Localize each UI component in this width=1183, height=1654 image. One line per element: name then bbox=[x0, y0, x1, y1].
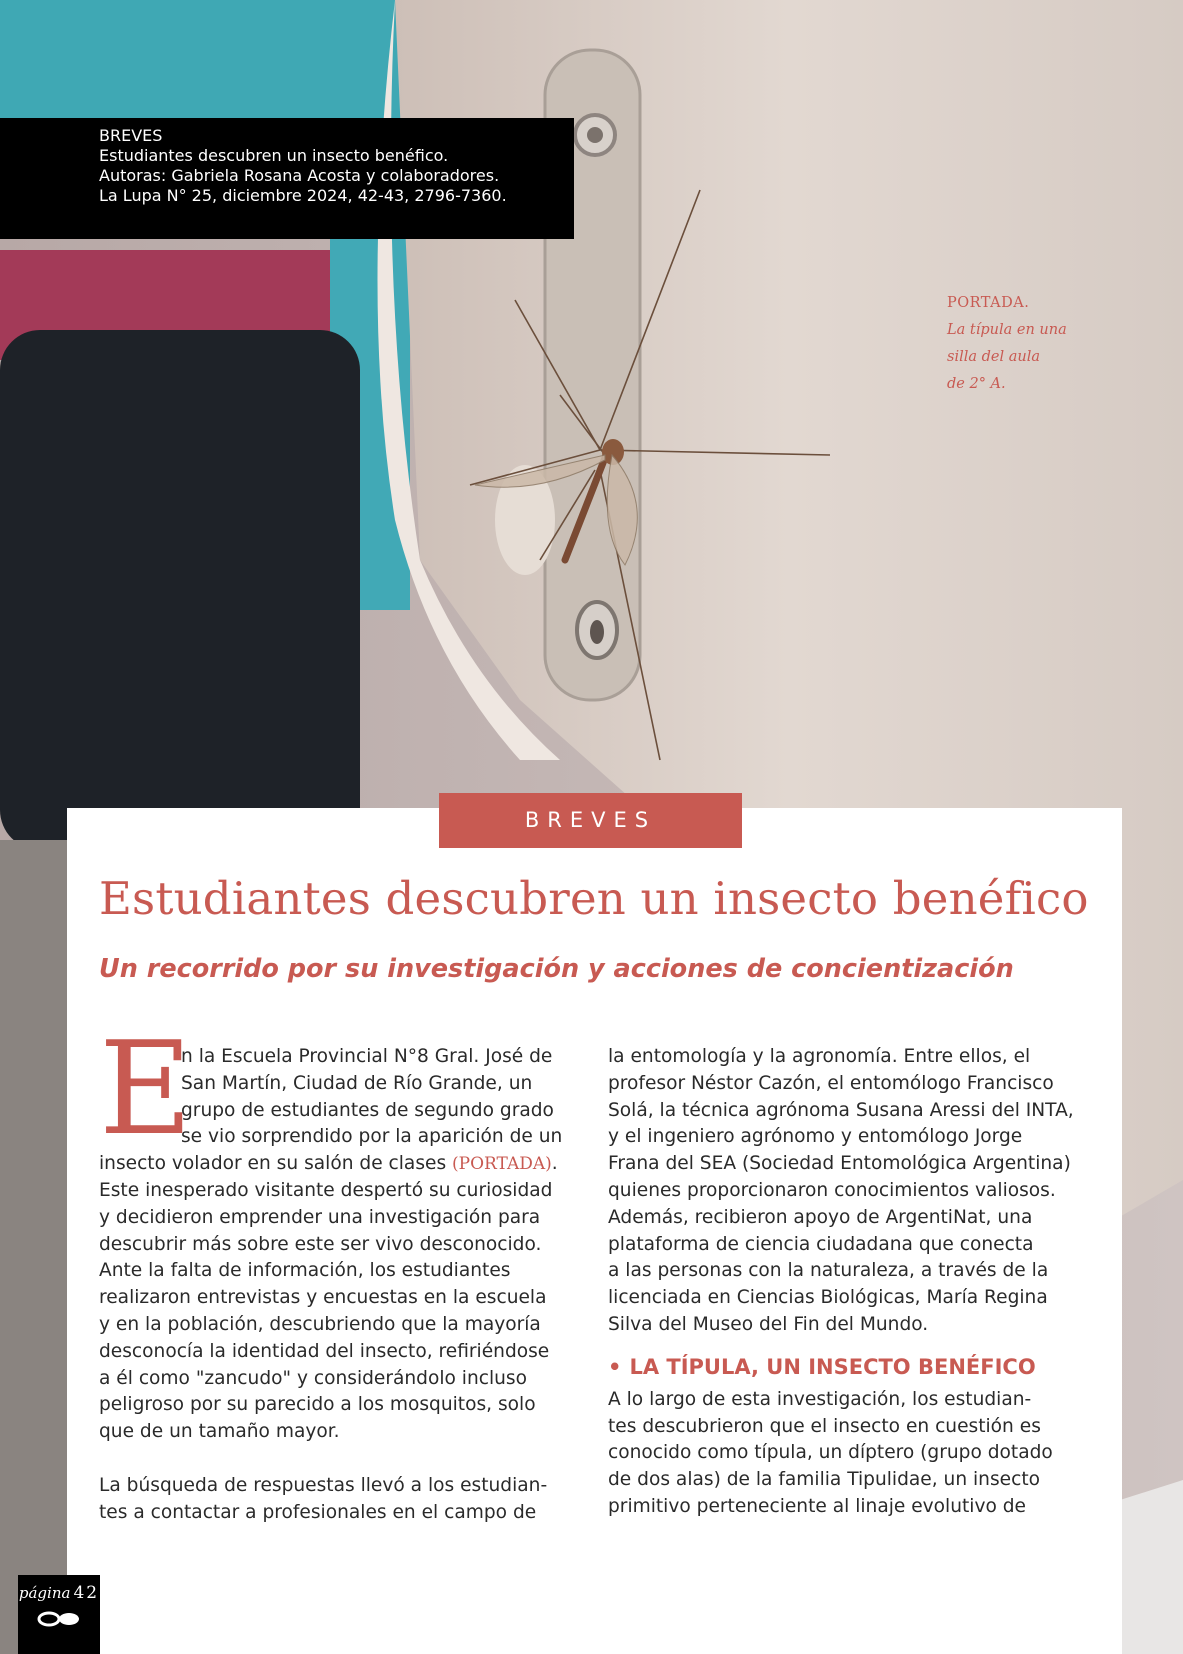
body-line: quienes proporcionaron conocimientos valiosos. bbox=[608, 1179, 1056, 1201]
body-line: y decidieron emprender una investigación para bbox=[99, 1206, 541, 1228]
page-number: 42 bbox=[73, 1583, 100, 1603]
section-bullet: • bbox=[608, 1354, 622, 1379]
body-line: que de un tamaño mayor. bbox=[99, 1421, 340, 1443]
citation-section: BREVES bbox=[99, 126, 163, 145]
article-column-left bbox=[99, 1044, 579, 1526]
citation-title: Estudiantes descubren un insecto benéfico. bbox=[99, 146, 449, 165]
body-line: Frana del SEA (Sociedad Entomológica Argentina) bbox=[608, 1153, 1071, 1175]
paragraph-gap bbox=[99, 1446, 579, 1473]
section-heading-text: LA TÍPULA, UN INSECTO BENÉFICO bbox=[629, 1354, 1036, 1379]
page-indicator bbox=[18, 1583, 100, 1603]
body-line: tes descubrieron que el insecto en cuestión es bbox=[608, 1415, 1041, 1437]
body-line: desconocía la identidad del insecto, refiriéndose bbox=[99, 1340, 550, 1362]
page-label: página bbox=[18, 1584, 71, 1602]
body-line: licenciada en Ciencias Biológicas, María Regina bbox=[608, 1287, 1048, 1309]
body-line: Silva del Museo del Fin del Mundo. bbox=[608, 1313, 929, 1335]
body-line: peligroso por su parecido a los mosquitos, solo bbox=[99, 1394, 536, 1416]
body-line: San Martín, Ciudad de Río Grande, un bbox=[181, 1072, 533, 1094]
body-line: a él como "zancudo" y considerándolo incluso bbox=[99, 1367, 527, 1389]
body-line: la entomología y la agronomía. Entre ellos, el bbox=[608, 1046, 1031, 1067]
body-line: Solá, la técnica agrónoma Susana Aressi del INTA, bbox=[608, 1099, 1074, 1121]
body-line: conocido como típula, un díptero (grupo dotado bbox=[608, 1442, 1053, 1464]
drop-cap: E bbox=[99, 1015, 193, 1164]
body-text: . bbox=[551, 1153, 558, 1175]
body-line: y el ingeniero agrónomo y entomólogo Jorge bbox=[608, 1126, 1023, 1148]
section-tag: BREVES bbox=[439, 793, 742, 848]
article-title: Estudiantes descubren un insecto benéfico bbox=[99, 872, 1089, 925]
body-line: tes a contactar a profesionales en el campo de bbox=[99, 1501, 537, 1523]
body-line: Además, recibieron apoyo de ArgentiNat, una bbox=[608, 1206, 1033, 1228]
caption-line: de 2° A. bbox=[947, 376, 1006, 392]
body-line: a las personas con la naturaleza, a través de la bbox=[608, 1260, 1049, 1282]
article-column-right bbox=[608, 1044, 1088, 1521]
body-line: plataforma de ciencia ciudadana que conecta bbox=[608, 1233, 1034, 1255]
caption-heading: PORTADA. bbox=[947, 295, 1030, 311]
body-line: Este inesperado visitante despertó su curiosidad bbox=[99, 1179, 553, 1201]
body-line: profesor Néstor Cazón, el entomólogo Francisco bbox=[608, 1072, 1054, 1094]
portada-reference: (PORTADA) bbox=[452, 1154, 552, 1175]
citation-authors: Autoras: Gabriela Rosana Acosta y colaboradores. bbox=[99, 166, 500, 185]
body-line: de dos alas) de la familia Tipulidae, un insecto bbox=[608, 1469, 1040, 1491]
body-line: descubrir más sobre este ser vivo desconocido. bbox=[99, 1233, 542, 1255]
citation-reference: La Lupa N° 25, diciembre 2024, 42-43, 2796-7360. bbox=[99, 186, 507, 205]
magnifier-logo-icon bbox=[36, 1611, 82, 1627]
caption-line: La típula en una bbox=[947, 322, 1067, 338]
body-text: insecto volador en su salón de clases bbox=[99, 1153, 453, 1175]
section-heading bbox=[608, 1347, 1088, 1387]
page-number-box bbox=[18, 1575, 100, 1654]
body-line: primitivo perteneciente al linaje evolutivo de bbox=[608, 1495, 1026, 1517]
body-line: realizaron entrevistas y encuestas en la escuela bbox=[99, 1287, 547, 1309]
article-subtitle: Un recorrido por su investigación y acciones de concientización bbox=[99, 954, 1014, 984]
body-line: La búsqueda de respuestas llevó a los estudian- bbox=[99, 1474, 548, 1496]
body-line: se vio sorprendido por la aparición de un bbox=[181, 1126, 563, 1148]
body-line: A lo largo de esta investigación, los estudian- bbox=[608, 1388, 1032, 1410]
body-line: Ante la falta de información, los estudiantes bbox=[99, 1260, 511, 1282]
photo-caption bbox=[947, 290, 1117, 398]
body-line: n la Escuela Provincial N°8 Gral. José de bbox=[181, 1046, 553, 1067]
caption-line: silla del aula bbox=[947, 349, 1040, 365]
body-line bbox=[99, 1151, 579, 1178]
body-line: grupo de estudiantes de segundo grado bbox=[181, 1099, 554, 1121]
citation-box bbox=[0, 118, 574, 239]
body-line: y en la población, descubriendo que la mayoría bbox=[99, 1313, 541, 1335]
